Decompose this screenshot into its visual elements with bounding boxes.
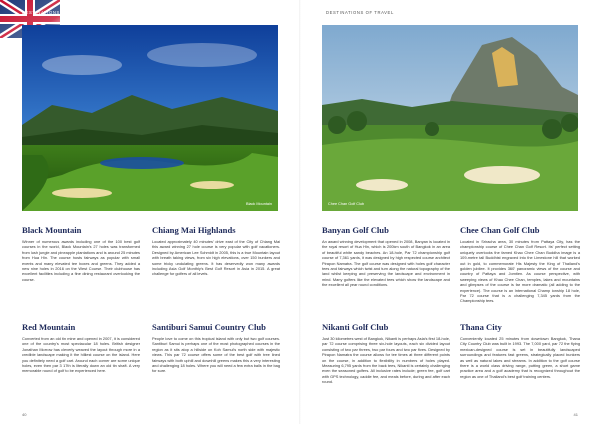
- left-page-number: 40: [22, 412, 27, 417]
- article-title: Banyan Golf Club: [322, 225, 389, 235]
- left-running-header: DESTINATIONS OF ASIA 2024: [22, 10, 96, 15]
- article-title: Chee Chan Golf Club: [460, 225, 540, 235]
- chee-chan-photo: [322, 25, 578, 211]
- article-title: Santiburi Samui Country Club: [152, 322, 266, 332]
- article-body: An award winning development that opened in 2008, Banyan is located in the royal resort of Hua Hin, which is 200km south of Bangkok in an area of beautiful white sandy beaches. An 18-hole, Par 72 championship golf course of 7,361 yards, it was designed by high respected course architect Pirapon Namatra. The golf course was designed with holes golf character tees and fairways which twist and turn along the natural topography of the land whilst keeping and preserving the landscape and environment in mind. Many golfers like the elevated tees which show the landscape and the excellent all year round conditions.: [322, 239, 450, 288]
- black-mountain-photo: [22, 25, 278, 211]
- article-body: Conveniently located 25 minutes from downtown Bangkok, Thana City Country Club was built in 1993. The 7,000 yard, par 72 the flying mexican-designed course is set in beautifully landscaped surroundings and features fast greens, strategically placed bunkers as well as natural lakes and streams. In addition to the golf course there is a world class driving range, putting green, a short game practice area and a golf academy that is recognized throughout the region as one of Thailand's best golf training centers.: [460, 336, 580, 379]
- article-title: Thana City: [460, 322, 502, 332]
- article-body: Located in Sriracha area, 30 minutes from Pattaya City, has the championship course of Chee Chan Golf Resort. Its' perfect setting uniquely overlooks the famed Khao Chee Chan Buddha image is a 109-metre tall Buddhist engraved into the Limestone hill that worked out in gold, to commemorate His Majesty the King of Thailand's golden jubilee. It provides 360' panoramic views of the course and country of Pattaya and Jomtien. As course perspective, with sweeping views of Khao Chee Chan, temples, lakes and mountains and glimpses of the course is far more dramatic (all adding to the experience). The course is an International Champ ionship 18 hole, Par 72 course that is a challenging 7,345 yards from the Championship tees.: [460, 239, 580, 304]
- right-page-number: 41: [573, 412, 578, 417]
- left-photo-caption: Black Mountain: [246, 202, 272, 206]
- red-mountain-article: [22, 322, 140, 374]
- article-title: Nikanti Golf Club: [322, 322, 389, 332]
- right-page: [300, 0, 600, 424]
- chee-chan-article: [460, 225, 580, 304]
- thana-city-article: [460, 322, 580, 379]
- article-body: Converted from an old tin mine and opened in 2007, it is considered one of the country's most spectacular 18 holes. British designer Jonathan Morrow has cleverly weaved the layout through more in a credible landscape making it the hilliest course on the island. Here you definitely need a golf cart. Around each corner are some unique holes, even then par 3 17th is literally down an old tin shaft. A very memorable round of golf to be experienced here.: [22, 336, 140, 374]
- banyan-article: [322, 225, 450, 288]
- nikanti-article: [322, 322, 450, 385]
- article-body: Just 30 kilometres west of Bangkok, Nikanti is perhaps Asia's first 18-hole, par 72 course comprising three six-hole layouts, each six divided layout consisting of two par threes, two par fours and two par fives. Designed by Pirapon Namatra the course allows for tee times at three different points on the course, in addition to flexibility in numbers of holes played. Measuring 6,795 yards from the back tees, Nikanti is certainly challenging even the seasoned golfers. All inclusive rates include; green fee, golf cart with GPS technology, caddie fee, and meals before, during and after each round.: [322, 336, 450, 385]
- article-body: People love to come on this tropical island with only but two golf courses. Santiburi Samui is perhaps one of the most photographed courses in the region as it sits atop a hillside on Koh Samui's north side with majestic views. This par 72 course offers some of the best golf with tree lined fairways with both uphill and downhill greens makes this a very interesting and challenging 18 holes. Where you will need a few extra balls in the bag for sure.: [152, 336, 280, 374]
- article-title: Red Mountain: [22, 322, 76, 332]
- article-body: Winner of numerous awards including one of the 100 best golf courses in the world, Black Mountain's 27 holes was transformed from lush jungle and pineapple plantations and is around 25 minutes from Hua Hin. The course hosts fairways as popular with small events and many elevated tee boxes and greens. They added a new nine holes in 2016 on the West Course. Their clubhouse has excellent facilities including a fine dining restaurant overlooking the course.: [22, 239, 140, 282]
- article-title: Chiang Mai Highlands: [152, 225, 236, 235]
- article-body: Located approximately 40 minutes' drive east of the City of Chiang Mai this award winning 27 hole course is very popular with golf vacationers. Designed by American Lee Schmidt in 2005, this is a true Mountain layout with breath taking views, from six high elevations, over 150 bunkers and some tricky undulating greens. It has deservedly won many awards including Asia Golf Monthly's Best Golf Resort in Asia in 2015. A great challenge for golfers of all levels.: [152, 239, 280, 277]
- article-title: Black Mountain: [22, 225, 82, 235]
- black-mountain-article: [22, 225, 140, 282]
- right-photo-caption: Chee Chan Golf Club: [328, 202, 365, 206]
- santiburi-article: [152, 322, 280, 374]
- chiang-mai-article: [152, 225, 280, 277]
- right-running-header: DESTINATIONS OF TRAVEL: [326, 10, 394, 15]
